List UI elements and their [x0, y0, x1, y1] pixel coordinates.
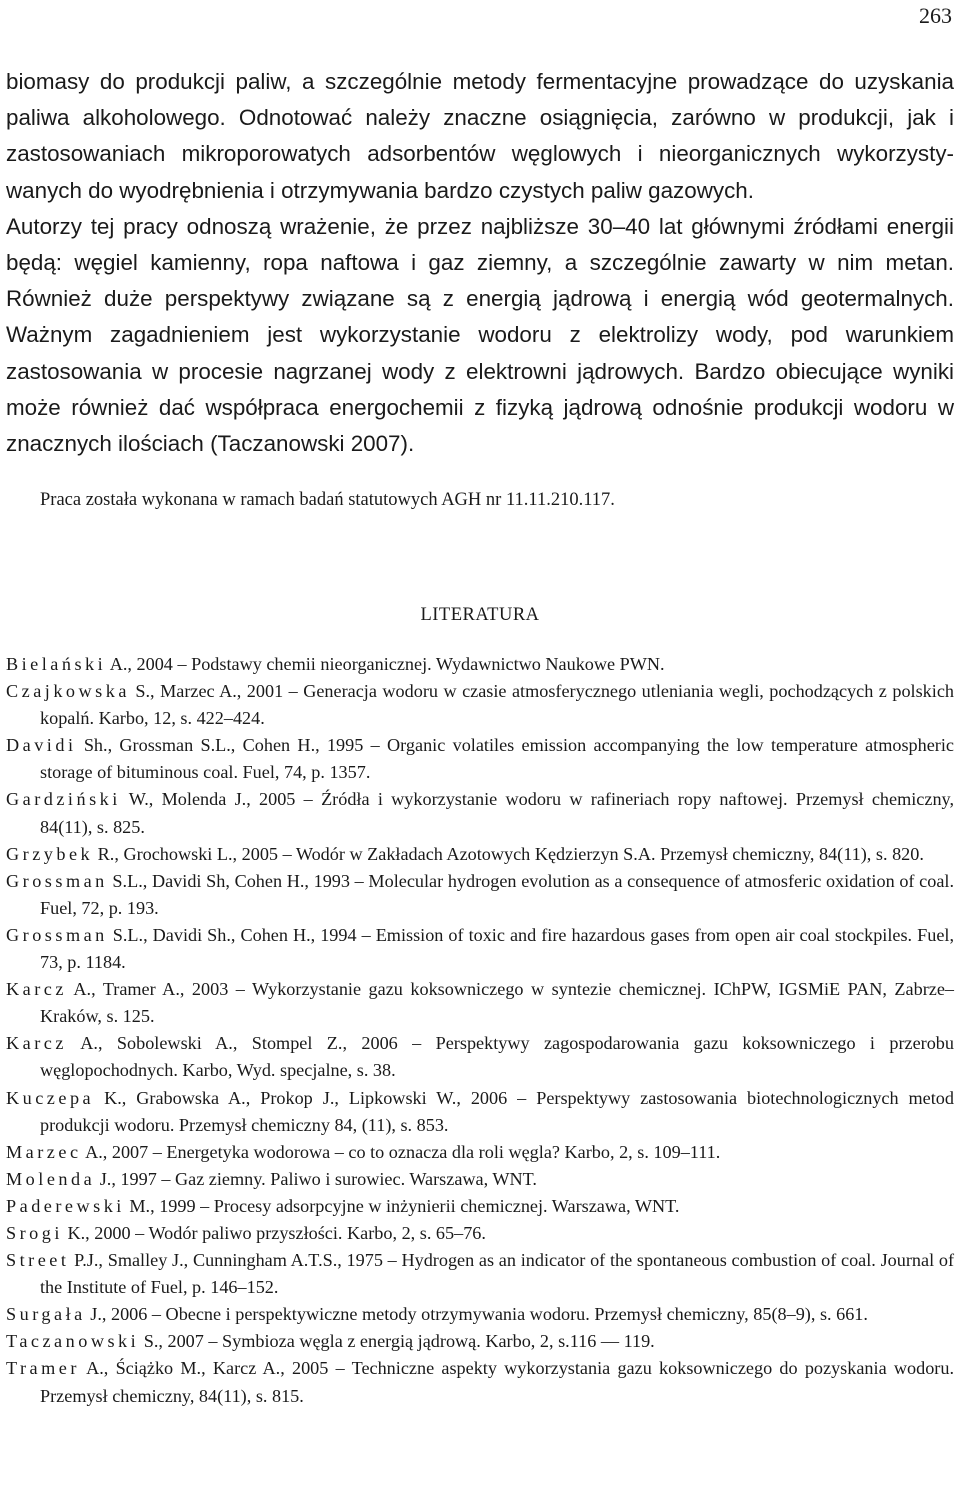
reference-author: Taczanowski [6, 1331, 140, 1352]
reference-item [6, 732, 954, 786]
reference-text: A., 2004 – Podstawy chemii nieorganicznej. Wydawnictwo Naukowe PWN. [106, 654, 665, 674]
reference-item [6, 1139, 954, 1166]
reference-author: Karcz [6, 979, 67, 1000]
reference-text: A., 2007 – Energetyka wodorowa – co to oznacza dla roli węgla? Karbo, 2, s. 109–111. [81, 1141, 721, 1162]
reference-item [6, 922, 954, 976]
reference-author: Srogi [6, 1222, 63, 1243]
reference-author: Street [6, 1250, 70, 1271]
reference-text: K., Grabowska A., Prokop J., Lipkowski W., 2006 – Perspektywy zastosowania biotechnologicznych metod produkcji wodoru. Przemysł chemiczny 84, (11), s. 853. [40, 1087, 954, 1135]
reference-text: Sh., Grossman S.L., Cohen H., 1995 – Organic volatiles emission accompanying the low temperature atmospheric storage of bituminous coal. Fuel, 74, p. 1357. [40, 735, 954, 783]
reference-item [6, 841, 954, 868]
reference-item [6, 1220, 954, 1247]
reference-author: Karcz [6, 1033, 67, 1054]
reference-item [6, 1166, 954, 1193]
reference-author: Davidi [6, 735, 77, 756]
acknowledgement: Praca została wykonana w ramach badań statutowych AGH nr 11.11.210.117. [40, 490, 615, 510]
reference-text: S., 2007 – Symbioza węgla z energią jądrową. Karbo, 2, s.116 — 119. [139, 1331, 655, 1352]
reference-text: A., Tramer A., 2003 – Wykorzystanie gazu koksowniczego w syntezie chemicznej. IChPW, IGSMiE PAN, Zabrze–Kraków, s. 125. [40, 979, 954, 1027]
reference-text: M., 1999 – Procesy adsorpcyjne w inżynierii chemicznej. Warszawa, WNT. [124, 1195, 680, 1216]
reference-item [6, 1193, 954, 1220]
reference-item [6, 786, 954, 840]
reference-item [6, 1328, 954, 1355]
reference-author: Gardziński [6, 789, 121, 810]
reference-text: W., Molenda J., 2005 – Źródła i wykorzystanie wodoru w rafineriach ropy naftowej. Przemysł chemiczny, 84(11), s. 825. [40, 789, 954, 837]
reference-text: J., 1997 – Gaz ziemny. Paliwo i surowiec. Warszawa, WNT. [95, 1168, 537, 1189]
reference-text: S.L., Davidi Sh, Cohen H., 1993 – Molecular hydrogen evolution as a consequence of atmosferic oxidation of coal. Fuel, 72, p. 193. [40, 870, 954, 918]
reference-text: J., 2006 – Obecne i perspektywiczne metody otrzymywania wodoru. Przemysł chemiczny, 85(8–9), s. 661. [85, 1304, 868, 1325]
literature-heading: LITERATURA [420, 605, 540, 625]
reference-text: R., Grochowski L., 2005 – Wodór w Zakładach Azotowych Kędzierzyn S.A. Przemysł chemiczny, 84(11), s. 820. [93, 843, 924, 864]
reference-item [6, 1247, 954, 1301]
reference-author: Tramer [6, 1358, 80, 1379]
reference-text: A., Sobolewski A., Stompel Z., 2006 – Perspektywy zagospodarowania gazu koksowniczego i przerobu węglopochodnych. Karbo, Wyd. specjalne, s. 38. [40, 1033, 954, 1081]
page-number: 263 [919, 3, 952, 28]
reference-author: Kuczepa [6, 1087, 95, 1108]
reference-author: Molenda [6, 1168, 96, 1189]
reference-item [6, 1030, 954, 1084]
paragraph: Autorzy tej pracy odnoszą wrażenie, że przez najbliższe 30–40 lat głównymi źródłami energii będą: węgiel kamienny, ropa naftowa i gaz ziemny, a szczególnie zawarty w nim metan. Również duże perspektywy związane są z energią jądrową i energią wód geotermalnych. Ważnym zagadnieniem jest wykorzystanie wodoru z elektrolizy wody, pod warunkiem zastosowania w procesie nagrzanej wody z elektrowni jądrowych. Bardzo obiecujące wyniki może również dać współpraca energochemii z fizyką jądrową odnośnie produkcji wodoru w znacznych ilościach (Taczanowski 2007). [6, 213, 954, 457]
reference-text: S., Marzec A., 2001 – Generacja wodoru w czasie atmosferycznego utleniania wegli, pochodzących z polskich kopalń. Karbo, 12, s. 422–424. [40, 681, 954, 729]
reference-item [6, 1355, 954, 1409]
reference-author: Surgała [6, 1304, 86, 1325]
paragraph: biomasy do produkcji paliw, a szczególnie metody fermentacyjne prowadzące do uzyskania paliwa alkoholowego. Odnotować należy znaczne osiągnięcia, zarówno w produkcji, jak i zastosowaniach mikroporowatych adsorbentów węglowych i nieorganicznych wykorzystywanych do wyodrębnienia i otrzymywania bardzo czystych paliw gazowych. [6, 69, 954, 203]
reference-item [6, 678, 954, 732]
reference-author: Paderewski [6, 1195, 125, 1216]
reference-item [6, 651, 954, 678]
reference-author: Grzybek [6, 843, 94, 864]
reference-author: Grossman [6, 870, 108, 891]
reference-author: Marzec [6, 1141, 82, 1162]
reference-author: Czajkowska [6, 681, 130, 702]
reference-text: S.L., Davidi Sh., Cohen H., 1994 – Emission of toxic and fire hazardous gases from open air coal stockpiles. Fuel, 73, p. 1184. [40, 924, 954, 973]
reference-author: Grossman [6, 924, 108, 945]
reference-author: Bielański [6, 654, 107, 674]
reference-item [6, 868, 954, 922]
reference-text: A., Ściążko M., Karcz A., 2005 – Techniczne aspekty wykorzystania gazu koksowniczego do pozyskania wodoru. Przemysł chemiczny, 84(11), s. 815. [40, 1358, 954, 1406]
reference-text: K., 2000 – Wodór paliwo przyszłości. Karbo, 2, s. 65–76. [62, 1222, 486, 1243]
reference-item [6, 1085, 954, 1139]
body-text [6, 64, 954, 462]
reference-item [6, 1301, 954, 1328]
reference-text: P.J., Smalley J., Cunningham A.T.S., 1975 – Hydrogen as an indicator of the spontaneous combustion of coal. Journal of the Institute of Fuel, p. 146–152. [40, 1250, 954, 1298]
reference-item [6, 976, 954, 1030]
reference-list [6, 651, 954, 1410]
